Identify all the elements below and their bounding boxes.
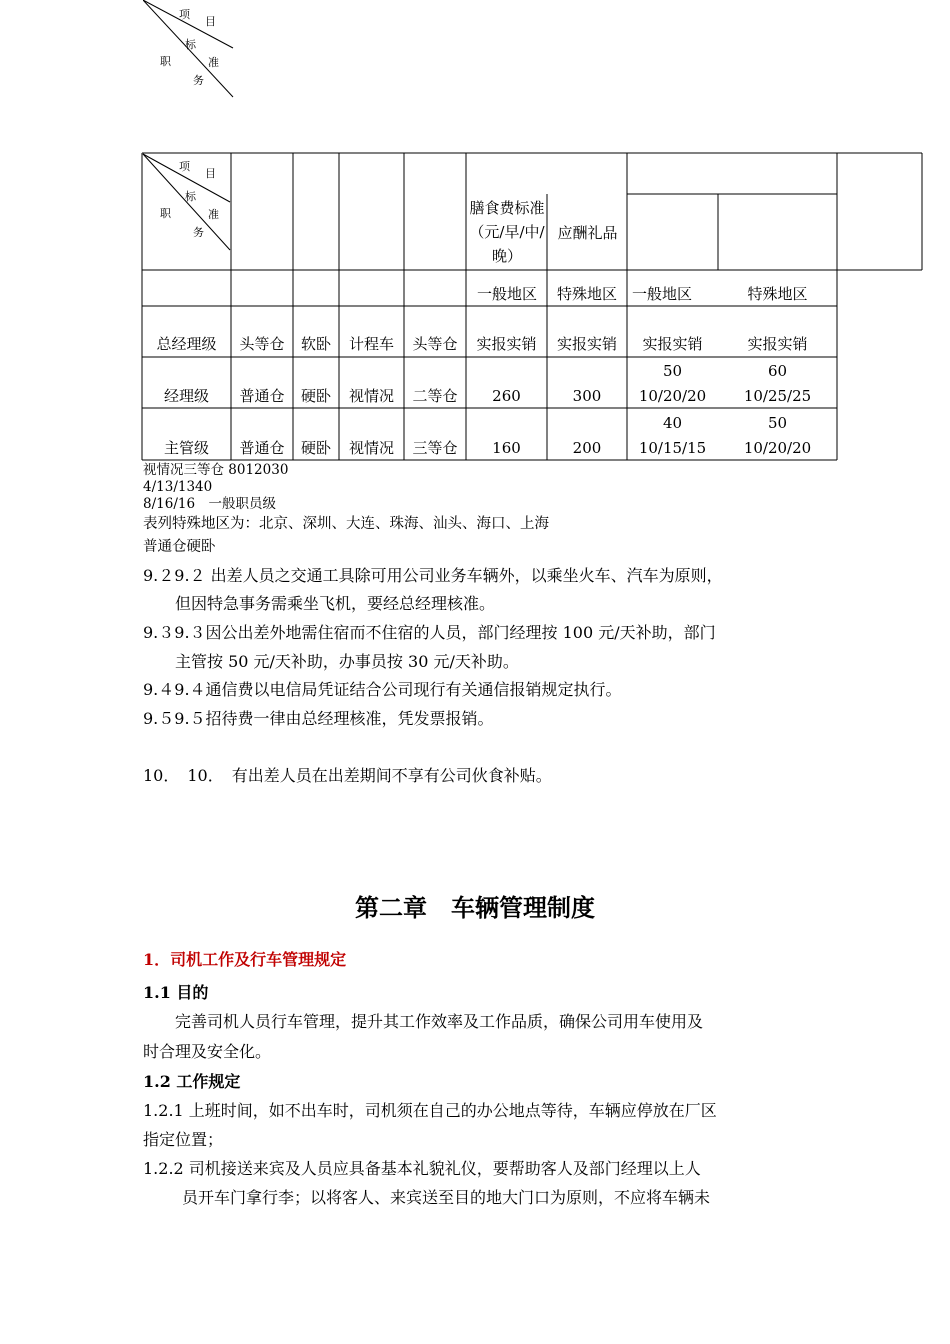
table-cell: 实报实销 [747,335,808,353]
table-cell: 软卧 [300,335,331,353]
paragraph: 时合理及安全化。 [143,1042,272,1061]
table-diag-label: 标 [185,190,196,203]
loose-line: 视情况三等仓 8012030 [143,462,289,478]
gift-header: 应酬礼品 [557,224,618,242]
top-diagonal-header [143,0,235,98]
paragraph: 指定位置； [143,1130,224,1149]
table-cell: 160 [492,439,521,457]
loose-line: 表列特殊地区为：北京、深圳、大连、珠海、汕头、海口、上海 [143,516,549,532]
diag-label: 准 [208,56,219,69]
loose-line: 普通仓硬卧 [143,539,216,555]
level-cell: 总经理级 [156,335,217,353]
table-diag-label: 项 [179,160,190,173]
clause-9-3: 9.３9.３因公出差外地需住宿而不住宿的人员，部门经理按 100 元/天补助，部门 [143,623,716,642]
table-cell: 10/25/25 [743,387,812,405]
subsection-title: 1.2 工作规定 [143,1072,241,1091]
table-cell: 视情况 [348,387,394,405]
table-cell: 200 [572,439,602,457]
section-heading: 1．司机工作及行车管理规定 [143,950,347,969]
clause-9-5: 9.５9.５招待费一律由总经理核准，凭发票报销。 [143,709,494,728]
diag-label: 务 [193,74,204,87]
table-diag-label: 务 [193,226,204,239]
table-cell: 60 [767,362,788,380]
diag-label: 目 [205,15,216,28]
clause-9-4: 9.４9.４通信费以电信局凭证结合公司现行有关通信报销规定执行。 [143,680,622,699]
clause-9-2-cont: 但因特急事务需乘坐飞机，要经总经理核准。 [175,594,496,613]
table-cell: 300 [572,387,602,405]
table-diag-label: 目 [205,167,216,180]
chapter-title: 第二章 车辆管理制度 [355,893,595,922]
table-cell: 10/15/15 [638,439,707,457]
table-cell: 硬卧 [300,387,331,405]
diag-label: 项 [179,8,190,21]
paragraph: 1.2.2 司机接送来宾及人员应具备基本礼貌礼仪，要帮助客人及部门经理以上人 [143,1159,701,1178]
clause-10: 10． 10． 有出差人员在出差期间不享有公司伙食补贴。 [143,766,552,785]
diag-label: 标 [185,38,196,51]
subsection-title: 1.1 目的 [143,983,209,1002]
table-cell: 50 [662,362,683,380]
table-cell: 10/20/20 [743,439,812,457]
table-cell: 硬卧 [300,439,331,457]
table-diag-label: 职 [160,207,171,220]
table-cell: 普通仓 [239,387,285,405]
table-cell: 计程车 [348,335,394,353]
table-cell: 实报实销 [556,335,617,353]
table-cell: 50 [767,414,788,432]
paragraph: 员开车门拿行李；以将客人、来宾送至目的地大门口为原则，不应将车辆未 [182,1188,711,1207]
paragraph: 1.2.1 上班时间，如不出车时，司机须在自己的办公地点等待，车辆应停放在厂区 [143,1101,717,1120]
level-cell: 主管级 [163,439,209,457]
table-cell: 头等仓 [239,335,285,353]
region-cell: 一般地区 [476,285,537,303]
region-cell: 特殊地区 [747,285,808,303]
table-cell: 三等仓 [412,439,458,457]
table-diag-label: 准 [208,208,219,221]
table-cell: 头等仓 [412,335,458,353]
paragraph: 完善司机人员行车管理，提升其工作效率及工作品质，确保公司用车使用及 [175,1012,704,1031]
loose-line: 8/16/16 一般职员级 [143,496,277,512]
meal-standard-header: 膳食费标准（元/早/中/晚） [469,199,545,265]
clause-9-2: 9.２9.２ 出差人员之交通工具除可用公司业务车辆外，以乘坐火车、汽车为原则， [143,566,723,585]
table-cell: 10/20/20 [638,387,707,405]
region-cell: 特殊地区 [556,285,617,303]
region-cell: 一般地区 [631,285,692,303]
table-cell: 实报实销 [476,335,537,353]
diag-label: 职 [160,55,171,68]
table-cell: 实报实销 [642,335,703,353]
level-cell: 经理级 [163,387,209,405]
table-cell: 视情况 [348,439,394,457]
table-cell: 二等仓 [412,387,458,405]
table-cell: 260 [492,387,521,405]
loose-line: 4/13/1340 [143,479,213,495]
table-cell: 40 [662,414,683,432]
table-cell: 普通仓 [239,439,285,457]
clause-9-3-cont: 主管按 50 元/天补助，办事员按 30 元/天补助。 [175,652,519,671]
